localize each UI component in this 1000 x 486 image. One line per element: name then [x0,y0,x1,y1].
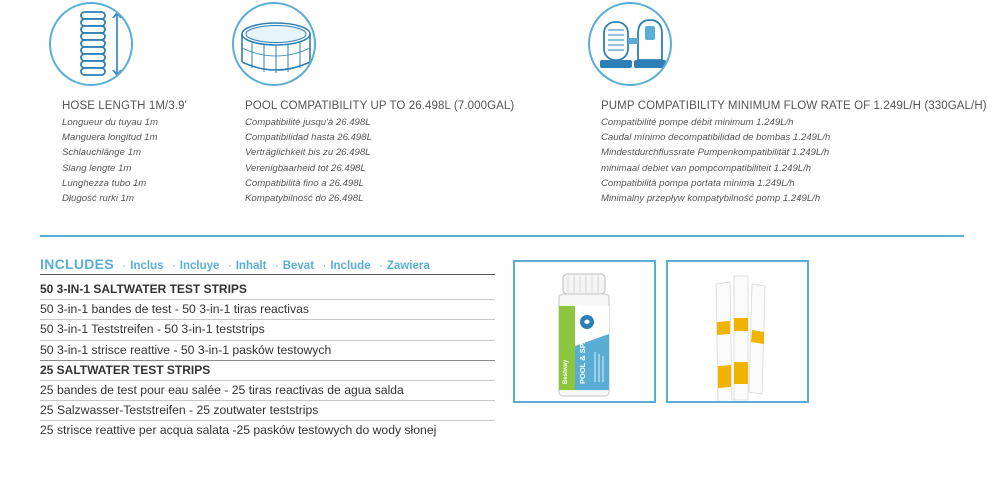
hose-spec [62,100,187,206]
includes-translation: Inclus [130,260,164,272]
pump-spec-line: Caudal mínimo decompatibilidad de bombas 1.249L/h [601,132,831,144]
list-item: 25 SALTWATER TEST STRIPS [40,361,495,381]
separator-dot: · [274,260,279,272]
hose-length-icon [49,2,133,86]
list-item: 25 Salzwasser-Teststreifen - 25 zoutwater teststrips [40,401,495,421]
hose-spec-line: Slang lengte 1m [62,162,132,174]
includes-translation: Include [330,260,371,272]
hose-spec-line: Schlauchlänge 1m [62,147,141,159]
pool-spec-line: Verenigbaarheid tot 26.498L [245,162,366,174]
hose-spec-line: Lunghezza tubo 1m [62,177,147,189]
bottle-label-title: POOL & SPA [578,338,587,384]
hose-spec-line: Długość rurki 1m [62,193,134,205]
pool-spec-line: Compatibilità fino a 26.498L [245,177,364,189]
includes-title: INCLUDES [40,256,114,272]
includes-heading [40,256,430,274]
pool-spec-title: POOL COMPATIBILITY UP TO 26.498L (7.000GAL) [245,100,515,112]
pump-spec-line: minimaal debiet van pompcompatibiliteit 1.249L/h [601,162,812,174]
list-item: 50 3-in-1 strisce reattive - 50 3-in-1 pasków testowych [40,341,495,361]
pool-spec-line: Kompatybilność do 26.498L [245,193,364,205]
list-item: 25 bandes de test pour eau salée - 25 tiras reactivas de agua salda [40,381,495,401]
list-item: 50 3-in-1 Teststreifen - 50 3-in-1 teststrips [40,320,495,340]
pump-spec-line: Mindestdurchflussrate Pumpenkompatibilität 1.249L/h [601,147,830,159]
section-divider [40,235,964,237]
pool-spec-line: Compatibilité jusqu'à 26.498L [245,117,371,128]
includes-list [40,280,495,442]
separator-dot: · [379,260,383,272]
separator-dot: · [171,260,176,272]
includes-translation: Inhalt [235,260,267,272]
pump-spec [601,100,987,206]
pump-spec-line: Compatibilità pompa portata minima 1.249L/h [601,177,795,189]
pump-icon [588,2,672,86]
includes-translation: Bevat [282,260,315,272]
hose-spec-line: Manguera longitud 1m [62,132,158,144]
pool-spec [245,100,514,206]
pump-spec-line: Compatibilité pompe débit minimum 1.249L/h [601,117,794,128]
pump-spec-line: Minimalny przepływ kompatybilność pomp 1.249L/h [601,193,821,205]
separator-dot: · [122,260,127,272]
bottle-brand-text: Bestway [563,359,569,384]
test-strips-image [666,260,809,403]
separator-dot: · [322,260,327,272]
list-item: 50 3-in-1 bandes de test - 50 3-in-1 tiras reactivas [40,300,495,320]
list-item: 50 3-IN-1 SALTWATER TEST STRIPS [40,280,495,300]
heading-rule [40,274,495,275]
pump-spec-title: PUMP COMPATIBILITY MINIMUM FLOW RATE OF 1.249L/H (330GAL/H) [601,100,987,112]
includes-translation: Zawiera [386,260,430,272]
test-strip-bottle-image [513,260,656,403]
pool-spec-line: Verträglichkeit bis zu 26.498L [245,147,371,159]
hose-spec-title: HOSE LENGTH 1M/3.9' [62,100,187,112]
hose-spec-line: Longueur du tuyau 1m [62,117,159,128]
separator-dot: · [227,260,232,272]
pool-spec-line: Compatibilidad hasta 26.498L [245,132,372,144]
includes-translation: Incluye [179,260,220,272]
pool-icon [232,2,316,86]
list-item: 25 strisce reattive per acqua salata -25 pasków testowych do wody słonej [40,423,437,438]
